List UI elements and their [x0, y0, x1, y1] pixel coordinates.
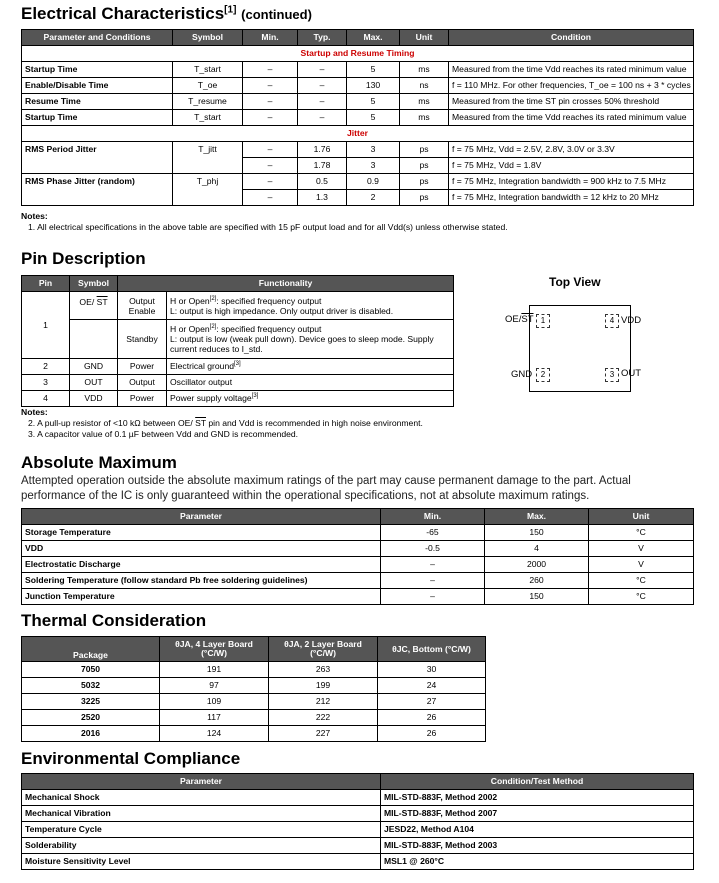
table-row: Soldering Temperature (follow standard Pb free soldering guidelines) – 260 °C: [22, 573, 694, 589]
table-row: Moisture Sensitivity Level MSL1 @ 260°C: [22, 854, 694, 870]
table-row: RMS Period Jitter T_jitt – 1.76 3 ps f = 75 MHz, Vdd = 2.5V, 2.8V, 3.0V or 3.3V: [22, 142, 694, 158]
absmax-paragraph: Attempted operation outside the absolute maximum ratings of the part may cause permanent damage to the part. Actual performance of the IC is only guaranteed within the operational specifications, not at absolute maximum ratings.: [21, 475, 631, 502]
table-row: 3225 109 212 27: [22, 694, 486, 710]
table-row: – 1.78 3 ps f = 75 MHz, Vdd = 1.8V: [22, 158, 694, 174]
pin-notes: Notes: 2. A pull-up resistor of <10 kΩ between OE/ $\overline{ST}$ pin and Vdd is recommended in high noise environment. 3. A capacitor value of 0.1 µF between Vdd and GND is recommended.: [21, 407, 423, 439]
elec-notes: Notes: 1. All electrical specifications in the above table are specified with 15 pF output load and for all Vdd(s) unless otherwise stated.: [21, 211, 508, 232]
table-row: Solderability MIL-STD-883F, Method 2003: [22, 838, 694, 854]
pin1-symbol: OE/ $\overline{ST}$: [70, 292, 118, 320]
pin-pad-3: 3: [605, 368, 619, 382]
electrical-table: [21, 29, 694, 206]
section-heading: Jitter: [22, 126, 694, 142]
pin-table: [21, 275, 454, 407]
table-row: 5032 97 199 24: [22, 678, 486, 694]
env-title: Environmental Compliance: [21, 749, 241, 768]
table-row: Resume Time T_resume – – 5 ms Measured from the time ST pin crosses 50% threshold: [22, 94, 694, 110]
table-row: Temperature Cycle JESD22, Method A104: [22, 822, 694, 838]
table-row: Mechanical Vibration MIL-STD-883F, Method 2007: [22, 806, 694, 822]
table-row: 3 OUT Output Oscillator output: [22, 375, 454, 391]
table-row: Startup Time T_start – – 5 ms Measured from the time Vdd reaches its rated minimum value: [22, 62, 694, 78]
pin-title: Pin Description: [21, 249, 146, 268]
table-row: – 1.3 2 ps f = 75 MHz, Integration bandwidth = 12 kHz to 20 MHz: [22, 190, 694, 206]
section-heading: Startup and Resume Timing: [22, 46, 694, 62]
table-row: 4 VDD Power Power supply voltage[3]: [22, 391, 454, 407]
pin-label-3: OUT: [621, 368, 642, 379]
table-row: VDD -0.5 4 V: [22, 541, 694, 557]
table-header: Parameter and Conditions Symbol Min. Typ. Max. Unit Condition: [22, 30, 694, 46]
table-row: 2016 124 227 26: [22, 726, 486, 742]
pin-label-4: VDD: [621, 315, 642, 326]
table-row: Electrostatic Discharge – 2000 V: [22, 557, 694, 573]
thermal-table: [21, 636, 486, 742]
table-row: 1 OE/ $\overline{ST}$ Output Enable H or Open[2]: specified frequency output L: output is high impedance. Only output driver is disabled.: [22, 292, 454, 320]
absmax-table: [21, 508, 694, 605]
table-row: Storage Temperature -65 150 °C: [22, 525, 694, 541]
pin-pad-2: 2: [536, 368, 550, 382]
table-row: 2520 117 222 26: [22, 710, 486, 726]
pin-pad-4: 4: [605, 314, 619, 328]
table-header: Pin Symbol Functionality: [22, 276, 454, 292]
pin-pad-1: 1: [536, 314, 550, 328]
absmax-title: Absolute Maximum: [21, 453, 177, 472]
table-row: Startup Time T_start – – 5 ms Measured from the time Vdd reaches its rated minimum value: [22, 110, 694, 126]
pin-label-1: $OE/\overline{ST}$: [505, 314, 534, 325]
elec-title: Electrical Characteristics[1] (continued): [21, 4, 312, 23]
table-row: 7050 191 263 30: [22, 662, 486, 678]
table-header: Package θJA, 4 Layer Board (°C/W) θJA, 2 Layer Board (°C/W) θJC, Bottom (°C/W): [22, 637, 486, 662]
table-row: Junction Temperature – 150 °C: [22, 589, 694, 605]
table-header: Parameter Condition/Test Method: [22, 774, 694, 790]
table-header: Parameter Min. Max. Unit: [22, 509, 694, 525]
pin-label-2: GND: [511, 369, 533, 380]
table-row: RMS Phase Jitter (random) T_phj – 0.5 0.9 ps f = 75 MHz, Integration bandwidth = 900 kHz to 7.5 MHz: [22, 174, 694, 190]
table-row: 2 GND Power Electrical ground[3]: [22, 359, 454, 375]
table-row: Enable/Disable Time T_oe – – 130 ns f = 110 MHz. For other frequencies, T_oe = 100 ns + 3 * cycles: [22, 78, 694, 94]
package-outline: [529, 305, 631, 392]
table-row: Mechanical Shock MIL-STD-883F, Method 2002: [22, 790, 694, 806]
table-row: Standby H or Open[2]: specified frequency output L: output is low (weak pull down). Device goes to sleep mode. Supply current reduces to I_std.: [22, 320, 454, 359]
env-table: [21, 773, 694, 870]
top-view-title: Top View: [549, 275, 601, 289]
thermal-title: Thermal Consideration: [21, 611, 207, 630]
